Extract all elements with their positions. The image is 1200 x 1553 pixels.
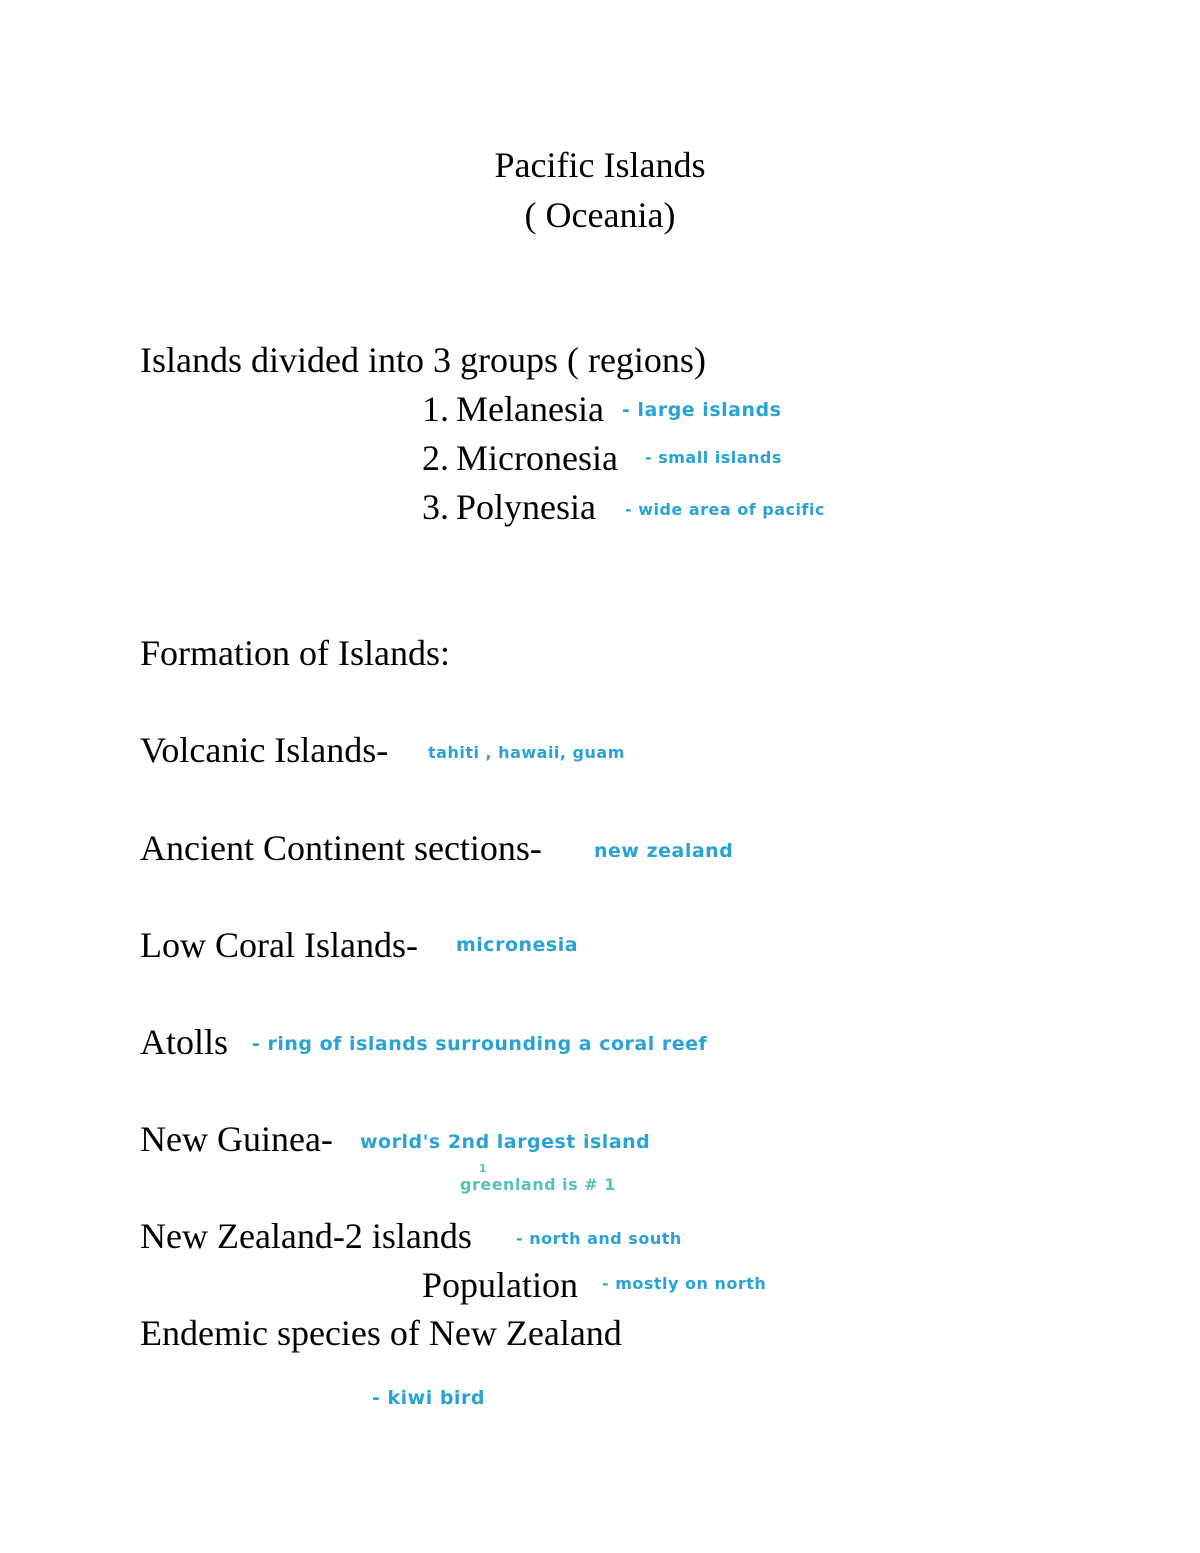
list-item-number: 2. <box>422 438 449 478</box>
handwritten-note: - wide area of pacific <box>625 500 825 519</box>
handwritten-note: world's 2nd largest island <box>360 1131 651 1153</box>
formation-entry-label: Ancient Continent sections- <box>140 828 542 868</box>
list-item <box>422 391 604 427</box>
handwritten-note: tahiti , hawaii, guam <box>428 743 625 762</box>
formation-entry-label: New Zealand-2 islands <box>140 1216 472 1256</box>
handwritten-subnote: greenland is # 1 <box>460 1175 616 1194</box>
list-item-label: Micronesia <box>456 438 618 478</box>
list-item <box>422 440 618 476</box>
groups-intro: Islands divided into 3 groups ( regions) <box>140 340 706 380</box>
handwritten-footnote-mark: 1 <box>479 1162 488 1175</box>
page-title: Pacific Islands <box>494 145 706 185</box>
handwritten-note: new zealand <box>594 840 734 862</box>
formation-heading: Formation of Islands: <box>140 633 450 673</box>
population-label: Population <box>422 1265 579 1305</box>
list-item <box>422 489 596 525</box>
handwritten-note: - small islands <box>645 448 782 467</box>
page-subtitle: ( Oceania) <box>524 195 676 235</box>
list-item-number: 1. <box>422 389 449 429</box>
handwritten-note: - ring of islands surrounding a coral reef <box>252 1033 708 1055</box>
formation-entry-label: Atolls <box>140 1022 229 1062</box>
list-item-number: 3. <box>422 487 449 527</box>
list-item-label: Melanesia <box>456 389 604 429</box>
list-item-label: Polynesia <box>456 487 596 527</box>
formation-entry-label: Volcanic Islands- <box>140 730 389 770</box>
handwritten-note: micronesia <box>456 934 579 956</box>
handwritten-note: - large islands <box>622 399 782 421</box>
handwritten-note: - kiwi bird <box>372 1387 485 1409</box>
endemic-label: Endemic species of New Zealand <box>140 1313 622 1353</box>
handwritten-note: - mostly on north <box>602 1274 767 1293</box>
formation-entry-label: Low Coral Islands- <box>140 925 418 965</box>
formation-entry-label: New Guinea- <box>140 1119 333 1159</box>
handwritten-note: - north and south <box>516 1229 682 1248</box>
